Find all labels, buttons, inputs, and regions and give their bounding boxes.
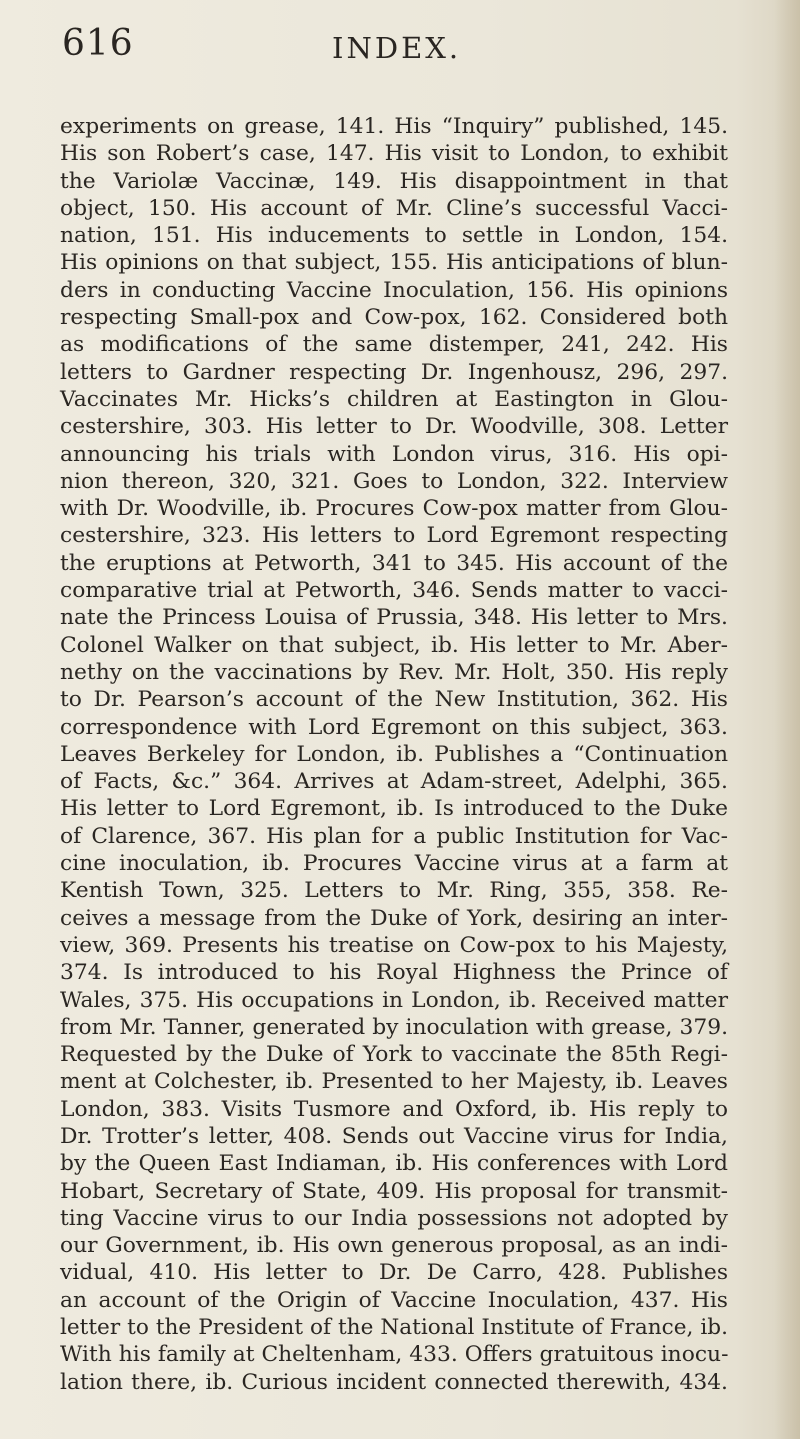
text-line: from Mr. Tanner, generated by inoculation with grease, 379. [60,1014,728,1040]
text-line: 374. Is introduced to his Royal Highness the Prince of [60,960,728,986]
text-line: Colonel Walker on that subject, ib. His letter to Mr. Aber- [60,632,728,658]
page-number: 616 [62,23,134,64]
text-line: the eruptions at Petworth, 341 to 345. His account of the [60,550,728,576]
text-line: Hobart, Secretary of State, 409. His proposal for transmit- [60,1178,728,1204]
text-line: ment at Colchester, ib. Presented to her Majesty, ib. Leaves [60,1069,728,1095]
text-line: letters to Gardner respecting Dr. Ingenhousz, 296, 297. [60,359,728,385]
text-line: as modifications of the same distemper, 241, 242. His [60,332,728,358]
text-line: Requested by the Duke of York to vaccinate the 85th Regi- [60,1042,728,1068]
text-line: His son Robert’s case, 147. His visit to London, to exhibit [60,141,728,167]
text-line: ting Vaccine virus to our India possessions not adopted by [60,1205,728,1231]
text-line: Dr. Trotter’s letter, 408. Sends out Vaccine virus for India, [60,1123,728,1149]
text-line: to Dr. Pearson’s account of the New Institution, 362. His [60,687,728,713]
text-line: nate the Princess Louisa of Prussia, 348. His letter to Mrs. [60,605,728,631]
index-entry-text [60,113,728,1396]
text-line: an account of the Origin of Vaccine Inoculation, 437. His [60,1287,728,1313]
text-line: letter to the President of the National Institute of France, ib. [60,1315,728,1341]
text-line: announcing his trials with London virus, 316. His opi- [60,441,728,467]
text-line: with Dr. Woodville, ib. Procures Cow-pox matter from Glou- [60,496,728,522]
text-line: nation, 151. His inducements to settle in London, 154. [60,223,728,249]
page-edge-shadow [774,0,800,1439]
text-line: With his family at Cheltenham, 433. Offers gratuitous inocu- [60,1342,729,1368]
text-line: of Facts, &c.” 364. Arrives at Adam-street, Adelphi, 365. [60,769,728,795]
text-line: comparative trial at Petworth, 346. Sends matter to vacci- [60,578,728,604]
text-line: of Clarence, 367. His plan for a public Institution for Vac- [60,823,728,849]
text-line: cestershire, 303. His letter to Dr. Woodville, 308. Letter [60,414,728,440]
text-line: lation there, ib. Curious incident connected therewith, 434. [60,1369,728,1395]
text-line: ders in conducting Vaccine Inoculation, 156. His opinions [60,277,728,303]
text-line: object, 150. His account of Mr. Cline’s successful Vacci- [60,195,728,221]
text-line: Kentish Town, 325. Letters to Mr. Ring, 355, 358. Re- [60,878,728,904]
text-line: Wales, 375. His occupations in London, ib. Received matter [60,987,728,1013]
text-line: ceives a message from the Duke of York, desiring an inter- [60,905,728,931]
text-line: our Government, ib. His own generous proposal, as an indi- [60,1233,728,1259]
running-head: INDEX. [332,31,462,65]
text-line: His opinions on that subject, 155. His anticipations of blun- [60,250,728,276]
text-line: Vaccinates Mr. Hicks’s children at Eastington in Glou- [60,386,728,412]
text-line: His letter to Lord Egremont, ib. Is introduced to the Duke [60,796,728,822]
text-line: experiments on grease, 141. His “Inquiry” published, 145. [60,114,728,139]
text-line: London, 383. Visits Tusmore and Oxford, ib. His reply to [60,1096,728,1122]
page-header [62,22,722,74]
text-line: nethy on the vaccinations by Rev. Mr. Holt, 350. His reply [60,659,728,685]
text-line: nion thereon, 320, 321. Goes to London, 322. Interview [60,468,728,494]
text-line: cine inoculation, ib. Procures Vaccine virus at a farm at [60,851,728,877]
text-line: Leaves Berkeley for London, ib. Publishes a “Continuation [60,741,728,767]
text-line: cestershire, 323. His letters to Lord Egremont respecting [60,523,728,549]
text-line: view, 369. Presents his treatise on Cow-pox to his Majesty, [60,932,728,958]
text-line: respecting Small-pox and Cow-pox, 162. Considered both [60,305,728,331]
text-line: vidual, 410. His letter to Dr. De Carro, 428. Publishes [60,1260,728,1286]
text-line: correspondence with Lord Egremont on this subject, 363. [60,714,728,740]
text-line: by the Queen East Indiaman, ib. His conferences with Lord [60,1151,728,1177]
text-line: the Variolæ Vaccinæ, 149. His disappointment in that [60,168,728,194]
